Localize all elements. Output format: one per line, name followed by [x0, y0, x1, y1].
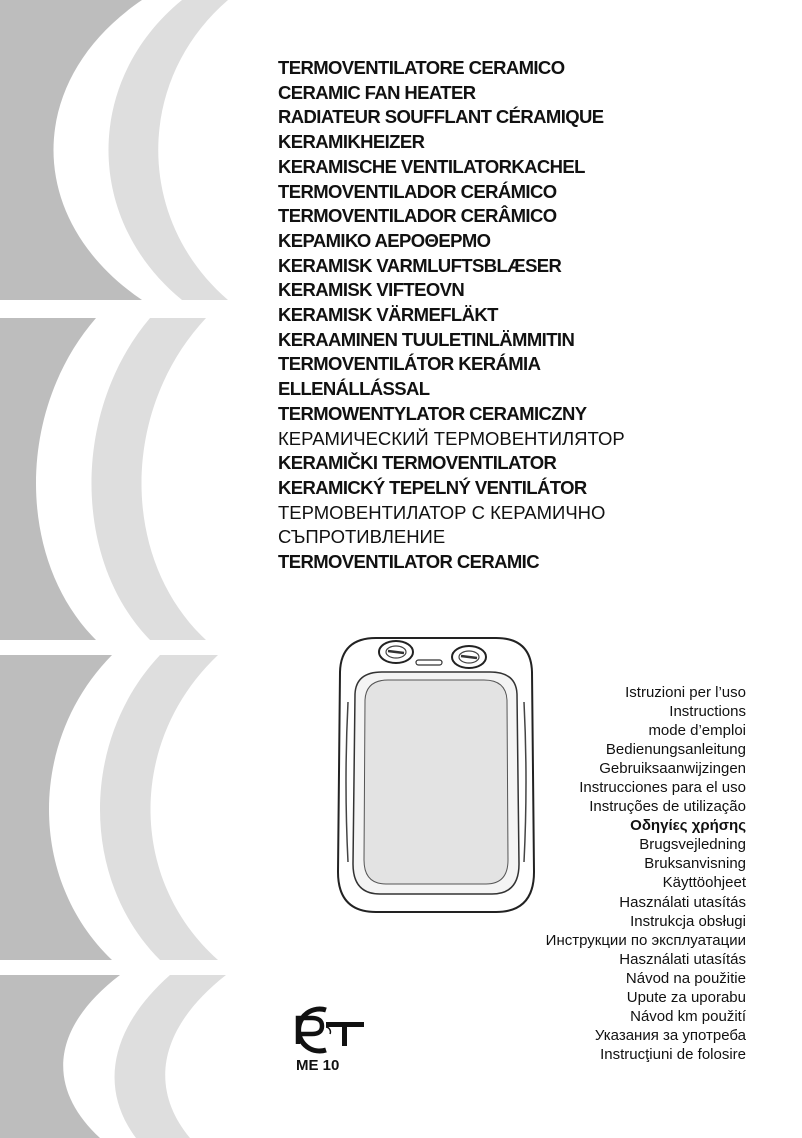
instr-fr: mode d’emploi [648, 722, 746, 740]
arc-band [0, 655, 112, 960]
title-en: CERAMIC FAN HEATER [278, 81, 476, 103]
title-it: TERMOVENTILATORE CERAMICO [278, 57, 565, 78]
instr-ro: Instrucţiuni de folosire [600, 1045, 746, 1063]
instr-no: Bruksanvisning [644, 855, 746, 873]
title-ru: КЕРАМИЧЕСКИЙ ТЕРМОВЕНТИЛЯТОР [278, 427, 625, 449]
title-sv: KERAMISK VÄRMEFLÄKT [278, 304, 498, 326]
arc-band [0, 318, 96, 640]
title-de: KERAMIKHEIZER [278, 131, 425, 153]
instr-pl: Instrukcja obsługi [630, 912, 746, 930]
title-hr: KERAMIČKI TERMOVENTILATOR [278, 452, 557, 474]
title-da: KERAMISK VARMLUFTSBLÆSER [278, 254, 562, 276]
title-el: ΚΕΡΑΜΙΚΟ ΑΕΡΟΘΕΡΜΟ [278, 229, 491, 251]
instr-de: Bedienungsanleitung [605, 741, 746, 759]
instr-hu: Használati utasítás [619, 893, 746, 911]
title-hu: TERMOVENTILÁTOR KERÁMIA [278, 353, 541, 375]
arc-band [100, 655, 218, 960]
certification-code: ME 10 [296, 1057, 340, 1074]
title-bg-cont: СЪПРОТИВЛЕНИЕ [278, 526, 446, 548]
product-title-list [278, 56, 778, 575]
title-hu-cont: ELLENÁLLÁSSAL [278, 378, 430, 400]
instr-hu-2: Használati utasítás [619, 950, 746, 968]
title-es: TERMOVENTILADOR CERÁMICO [278, 180, 557, 202]
arc-band [0, 975, 120, 1138]
arc-band [109, 0, 229, 300]
title-nl: KERAMISCHE VENTILATORKACHEL [278, 155, 585, 177]
title-pt: TERMOVENTILADOR CERÂMICO [278, 205, 557, 227]
instr-bg: Указания за употреба [594, 1026, 746, 1044]
title-pl: TERMOWENTYLATOR CERAMICZNY [278, 402, 587, 424]
fan-heater-illustration [336, 632, 536, 917]
arc-band [115, 975, 226, 1138]
instr-it: Istruzioni per l’uso [625, 684, 746, 701]
title-sk: KERAMICKÝ TEPELNÝ VENTILÁTOR [278, 476, 587, 498]
instr-da: Brugsvejledning [639, 836, 746, 854]
title-bg: ТЕРМОВЕНТИЛАТОР С КЕРАМИЧНО [278, 501, 606, 523]
instr-cz: Návod km použití [630, 1007, 746, 1025]
title-no: KERAMISK VIFTEOVN [278, 279, 465, 301]
instr-nl: Gebruiksaanwijzingen [599, 760, 746, 778]
instr-sk: Návod na použitie [625, 969, 746, 987]
instructions-language-list [546, 683, 746, 1064]
instr-el: Οδηγίες χρήσης [630, 817, 746, 835]
instr-pt: Instruções de utilização [589, 798, 746, 816]
instr-hr: Upute za uporabu [626, 988, 746, 1006]
instr-ru: Инструкции по эксплуатации [545, 931, 746, 949]
title-fr: RADIATEUR SOUFFLANT CÉRAMIQUE [278, 106, 604, 128]
indicator-light [416, 660, 442, 665]
pct-certification-logo [282, 1004, 372, 1056]
instr-fi: Käyttöohjeet [662, 874, 746, 892]
instr-es: Instrucciones para el uso [579, 779, 746, 797]
instr-en: Instructions [669, 703, 746, 721]
title-ro: TERMOVENTILATOR CERAMIC [278, 551, 539, 573]
title-fi: KERAAMINEN TUULETINLÄMMITIN [278, 328, 575, 350]
arc-band [92, 318, 207, 640]
